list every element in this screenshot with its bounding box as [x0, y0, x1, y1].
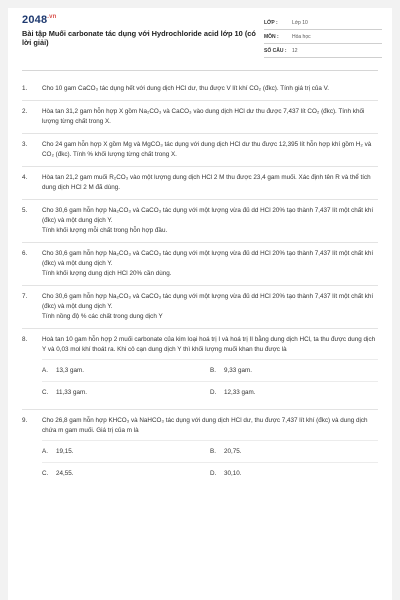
question-text: Cho 30,6 gam hỗn hợp Na₂CO₃ và CaCO₃ tác dụng với một lượng vừa đủ dd HCl 20% tạo thành 7,437 lít một chất khí (đkc) và một dung dịch Y. Tính khối lượng mỗi chất trong hỗn hợp đầu. — [42, 207, 374, 234]
meta-table — [264, 16, 382, 58]
option-c[interactable] — [42, 462, 210, 484]
question-2 — [22, 107, 378, 127]
divider — [22, 328, 378, 329]
meta-row-count — [264, 44, 382, 58]
meta-row-class — [264, 16, 382, 30]
option-label: D. — [210, 469, 217, 477]
answer-options — [42, 359, 378, 403]
question-text: Cho 24 gam hỗn hợp X gồm Mg và MgCO₃ tác dụng với dung dịch HCl dư thu được 12,395 lít hỗn hợp khí gồm H₂ và CO₂ (đkc). Tính % khối lượng từng chất trong X. — [42, 141, 372, 158]
option-d[interactable] — [210, 381, 378, 403]
question-text: Cho 10 gam CaCO₃ tác dụng hết với dung dịch HCl dư, thu được V lít khí CO₂ (đkc). Tính giá trị của V. — [42, 85, 329, 92]
divider — [22, 409, 378, 410]
divider — [22, 285, 378, 286]
question-list — [22, 84, 378, 484]
question-text: Hòa tan 31,2 gam hỗn hợp X gồm Na₂CO₃ và CaCO₃ vào dung dịch HCl dư thu được 7,437 lít CO₂ (đkc). Tính khối lượng từng chất trong X. — [42, 108, 365, 125]
answer-options — [42, 440, 378, 484]
divider — [22, 133, 378, 134]
meta-key: LỚP : — [264, 19, 278, 26]
question-text: Hoà tan 10 gam hỗn hợp 2 muối carbonate của kim loại hoá trị I và hoá trị II bằng dung dịch HCl, ta thu được dung dịch Y và 0,03 mol khí thoát ra. Khi cô cạn dung dịch Y thì khối lượng muối khan thu được là — [42, 336, 376, 353]
option-label: C. — [42, 388, 49, 396]
option-label: C. — [42, 469, 49, 477]
option-text: 19,15. — [56, 447, 74, 455]
question-9 — [22, 416, 378, 484]
meta-row-subject — [264, 30, 382, 44]
question-3 — [22, 140, 378, 160]
option-d[interactable] — [210, 462, 378, 484]
question-number: 1. — [22, 85, 28, 92]
page-title: Bài tập Muối carbonate tác dụng với Hydrochloride acid lớp 10 (có lời giải) — [22, 29, 256, 47]
question-text: Hòa tan 21,2 gam muối R₂CO₃ vào một lượng dung dịch HCl 2 M thu được 23,4 gam muối. Xác định tên R và thể tích dung dịch HCl 2 M đã dùng. — [42, 174, 371, 191]
question-number: 2. — [22, 108, 28, 115]
question-5 — [22, 206, 378, 236]
question-number: 3. — [22, 141, 28, 148]
option-a[interactable] — [42, 440, 210, 462]
question-text: Cho 30,6 gam hỗn hợp Na₂CO₃ và CaCO₃ tác dụng với một lượng vừa đủ dd HCl 20% tạo thành 7,437 lít một chất khí (đkc) và một dung dịch Y. Tính nồng độ % các chất trong dung dịch Y — [42, 293, 374, 320]
question-7 — [22, 292, 378, 322]
option-b[interactable] — [210, 440, 378, 462]
meta-key: SỐ CÂU : — [264, 47, 287, 54]
divider — [22, 242, 378, 243]
option-text: 9,33 gam. — [224, 366, 253, 374]
option-c[interactable] — [42, 381, 210, 403]
option-label: B. — [210, 447, 216, 455]
option-a[interactable] — [42, 359, 210, 381]
question-1 — [22, 84, 378, 94]
logo-text: 2048 — [22, 14, 48, 26]
option-label: A. — [42, 447, 48, 455]
meta-key: MÔN : — [264, 33, 279, 40]
divider — [22, 199, 378, 200]
header — [8, 8, 392, 64]
meta-value: 12 — [292, 47, 298, 54]
divider — [22, 166, 378, 167]
question-number: 9. — [22, 417, 28, 424]
question-4 — [22, 173, 378, 193]
question-6 — [22, 249, 378, 279]
option-text: 20,75. — [224, 447, 242, 455]
option-text: 11,33 gam. — [56, 388, 88, 396]
site-logo[interactable] — [22, 14, 57, 26]
logo-suffix: .vn — [47, 14, 57, 20]
question-number: 5. — [22, 207, 28, 214]
option-b[interactable] — [210, 359, 378, 381]
option-text: 12,33 gam. — [224, 388, 256, 396]
worksheet-page — [8, 8, 392, 600]
question-text: Cho 26,8 gam hỗn hợp KHCO₃ và NaHCO₃ tác dụng với dung dịch HCl dư, thu được 7,437 lít khí (đkc) và dung dịch chứa m gam muối. Giá trị của m là — [42, 417, 368, 434]
option-label: A. — [42, 366, 48, 374]
option-label: B. — [210, 366, 216, 374]
question-number: 4. — [22, 174, 28, 181]
divider — [22, 100, 378, 101]
meta-value: Hóa học — [292, 33, 311, 40]
option-label: D. — [210, 388, 217, 396]
header-divider — [22, 70, 378, 71]
question-number: 7. — [22, 293, 28, 300]
question-number: 8. — [22, 336, 28, 343]
option-text: 13,3 gam. — [56, 366, 85, 374]
question-number: 6. — [22, 250, 28, 257]
option-text: 24,55. — [56, 469, 74, 477]
question-text: Cho 30,6 gam hỗn hợp Na₂CO₃ và CaCO₃ tác dụng với một lượng vừa đủ dd HCl 20% tạo thành 7,437 lít một chất khí (đkc) và một dung dịch Y. Tính khối lượng dung dịch HCl 20% cần dùng. — [42, 250, 374, 277]
meta-value: Lớp 10 — [292, 19, 308, 26]
question-8 — [22, 335, 378, 403]
option-text: 30,10. — [224, 469, 242, 477]
